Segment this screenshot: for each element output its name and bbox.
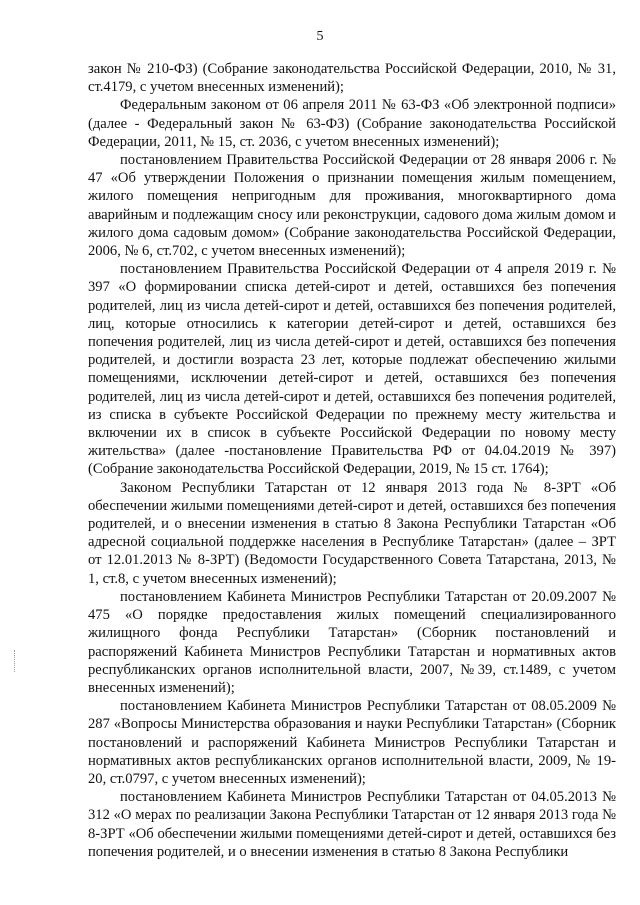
page-number: 5 [316,29,324,44]
paragraph-government-decree-47: постановлением Правительства Российской Федерации от 28 января 2006 г. № 47 «Об утверждении Положения о признании помещения жилым помещением, жилого помещения непригодным для проживания, многоквартирного дома аварийным и подлежащим сносу или реконструкции, садового дома жилым домом и жилого дома садовым домом» (Собрание законодательства Российской Федерации, 2006, № 6, ст.702, с учетом внесенных изменений); [88,152,616,260]
paragraph-tatarstan-law-8: Законом Республики Татарстан от 12 января 2013 года № 8-ЗРТ «Об обеспечении жилыми помещениями детей-сирот и детей, оставшихся без попечения родителей, и о внесении изменения в статью 8 Закона Республики Татарстан «Об адресной социальной поддержке населения в Республике Татарстан» (далее – ЗРТ от 12.01.2013 № 8-ЗРТ) (Ведомости Государственного Совета Татарстана, 2013, № 1, ст.8, с учетом внесенных изменений); [88,479,616,587]
paragraph-government-decree-397: постановлением Правительства Российской Федерации от 4 апреля 2019 г. № 397 «О формировании списка детей-сирот и детей, оставшихся без попечения родителей, лиц из числа детей-сирот и детей, оставшихся без попечения родителей, лиц, которые относились к категории детей-сирот и детей, оставшихся без попечения родителей, лиц из числа детей-сирот и детей, оставшихся без попечения родителей, и достигли возраста 23 лет, которые подлежат обеспечению жилыми помещениями, исключении детей-сирот и детей, оставшихся без попечения родителей, лиц из числа детей-сирот и детей, оставшихся без попечения родителей, из списка в субъекте Российской Федерации по прежнему месту жительства и включении их в список в субъекте Российской Федерации по новому месту жительства» (далее -постановление Правительства РФ от 04.04.2019 № 397) (Собрание законодательства Российской Федерации, 2019, № 15 ст. 1764); [88,261,616,478]
paragraph-cabinet-decree-475: постановлением Кабинета Министров Республики Татарстан от 20.09.2007 № 475 «О порядке предоставления жилых помещений специализированного жилищного фонда Республики Татарстан» (Сборник постановлений и распоряжений Кабинета Министров Республики Татарстан и нормативных актов республиканских органов исполнительной власти, 2007, №39, ст.1489, с учетом внесенных изменений); [88,588,616,696]
paragraph-cabinet-decree-312: постановлением Кабинета Министров Республики Татарстан от 04.05.2013 № 312 «О мерах по реализации Закона Республики Татарстан от 12 января 2013 года № 8-ЗРТ «Об обеспечении жилыми помещениями детей-сирот и детей, оставшихся без попечения родителей, и о внесении изменения в статью 8 Закона Республики [88,789,616,860]
paragraph-cabinet-decree-287: постановлением Кабинета Министров Республики Татарстан от 08.05.2009 № 287 «Вопросы Министерства образования и науки Республики Татарстан» (Сборник постановлений и распоряжений Кабинета Министров Республики Татарстан и нормативных актов республиканских органов исполнительной власти, 2009, № 19-20, ст.0797, с учетом внесенных изменений); [88,698,616,787]
paragraph-continuation: закон № 210-ФЗ) (Собрание законодательства Российской Федерации, 2010, № 31, ст.4179, с учетом внесенных изменений); [88,61,616,96]
paragraph-federal-law-63: Федеральным законом от 06 апреля 2011 № 63-ФЗ «Об электронной подписи» (далее - Федеральный закон № 63-ФЗ) (Собрание законодательства Российской Федерации, 2011, № 15, ст. 2036, с учетом внесенных изменений); [88,97,616,150]
margin-mark [14,650,16,672]
document-body [88,60,616,861]
